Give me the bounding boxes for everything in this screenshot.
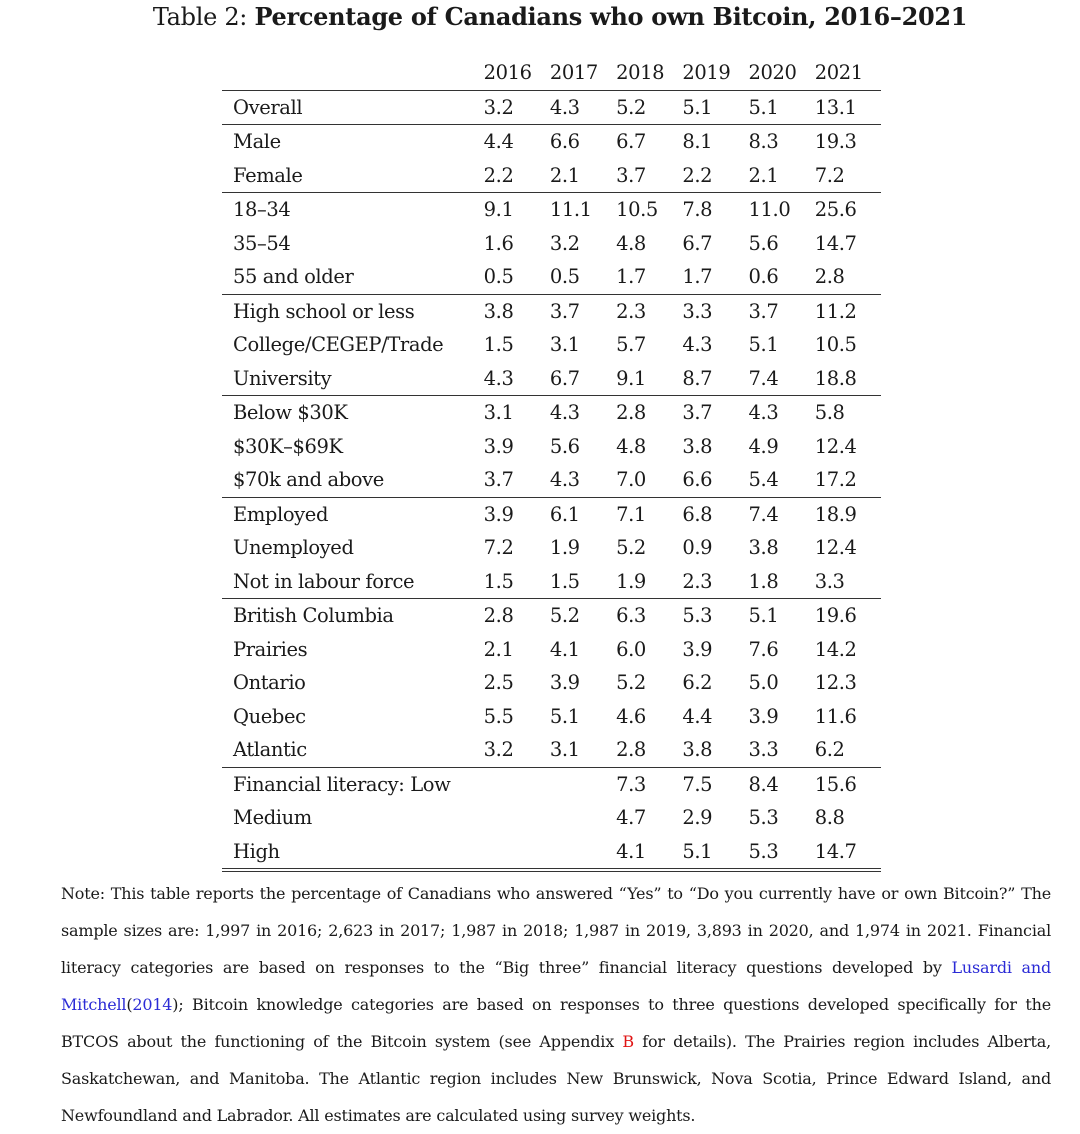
row-label: University	[233, 366, 332, 390]
row-label: High school or less	[233, 299, 415, 323]
value-cell-2021: 12.4	[814, 536, 857, 559]
value-cell-2021: 14.7	[814, 839, 857, 863]
row-label: High	[233, 839, 280, 863]
table-row	[222, 159, 881, 193]
value-cell-2018: 6.7	[616, 130, 646, 153]
year-header-2017: 2017	[549, 61, 598, 84]
value-cell-2020: 7.4	[748, 502, 779, 526]
value-cell-2017: 4.1	[549, 637, 580, 661]
value-cell-2021: 8.8	[814, 806, 845, 829]
value-cell-2020: 5.1	[748, 333, 779, 356]
table-row	[222, 700, 881, 734]
value-cell-2017: 11.1	[549, 198, 592, 221]
value-cell-2016: 1.5	[483, 569, 514, 593]
value-cell-2019: 6.8	[682, 502, 713, 526]
value-cell-2020: 0.6	[748, 265, 779, 288]
value-cell-2021: 12.4	[814, 434, 857, 458]
value-cell-2016: 5.5	[483, 704, 514, 728]
value-cell-2018: 10.5	[616, 198, 658, 221]
year-header-2018: 2018	[616, 61, 665, 84]
value-cell-2018: 9.1	[616, 366, 646, 390]
value-cell-2019: 6.2	[682, 671, 713, 694]
value-cell-2018: 4.7	[616, 806, 646, 829]
value-cell-2019: 3.3	[682, 299, 713, 323]
value-cell-2018: 3.7	[616, 163, 646, 187]
value-cell-2020: 5.1	[748, 604, 779, 627]
value-cell-2021: 18.8	[814, 366, 857, 390]
value-cell-2019: 4.4	[682, 704, 713, 728]
value-cell-2017: 4.3	[549, 401, 580, 424]
appendix-link[interactable]: B	[622, 1032, 634, 1051]
value-cell-2017: 3.2	[549, 231, 580, 255]
table-row	[222, 835, 881, 871]
row-label: Employed	[233, 502, 329, 526]
row-label: Prairies	[233, 637, 308, 661]
caption-prefix: Table 2:	[152, 3, 248, 31]
value-cell-2019: 3.9	[682, 637, 713, 661]
value-cell-2020: 7.6	[748, 637, 779, 661]
value-cell-2018: 5.2	[616, 95, 646, 119]
value-cell-2017: 3.1	[549, 333, 580, 356]
value-cell-2016: 1.6	[483, 231, 514, 255]
value-cell-2017	[550, 801, 616, 835]
value-cell-2021: 7.2	[814, 163, 845, 187]
value-cell-2016: 2.8	[483, 604, 514, 627]
value-cell-2021: 11.2	[814, 299, 857, 323]
value-cell-2017: 0.5	[549, 265, 580, 288]
value-cell-2018: 6.3	[616, 604, 646, 627]
row-label: 35–54	[233, 231, 291, 255]
value-cell-2021: 6.2	[814, 738, 845, 761]
value-cell-2016: 2.5	[483, 671, 514, 694]
value-cell-2019: 3.8	[682, 738, 713, 761]
value-cell-2017: 5.2	[549, 604, 580, 627]
value-cell-2021: 19.3	[814, 130, 857, 153]
value-cell-2018: 4.8	[616, 434, 646, 458]
value-cell-2018: 2.8	[616, 401, 646, 424]
value-cell-2017: 6.1	[549, 502, 580, 526]
value-cell-2020: 3.9	[748, 704, 779, 728]
table-row	[222, 260, 881, 294]
table-row	[222, 801, 881, 835]
value-cell-2018: 4.6	[616, 704, 646, 728]
header-row	[222, 56, 881, 90]
caption-title: Percentage of Canadians who own Bitcoin, 2016–2021	[254, 2, 968, 31]
value-cell-2018: 1.7	[616, 265, 646, 288]
row-label: Below $30K	[233, 401, 348, 424]
table-row	[222, 430, 881, 464]
value-cell-2017: 2.1	[549, 163, 580, 187]
table-row	[222, 227, 881, 261]
value-cell-2019: 2.3	[682, 569, 713, 593]
table-row	[222, 599, 881, 633]
value-cell-2019: 5.3	[682, 604, 713, 627]
row-label: Financial literacy: Low	[233, 772, 451, 796]
value-cell-2016: 3.7	[483, 468, 514, 491]
value-cell-2017: 1.5	[549, 569, 580, 593]
citation-year-link[interactable]: 2014	[132, 995, 173, 1014]
value-cell-2016	[484, 801, 550, 835]
value-cell-2018: 5.2	[616, 536, 646, 559]
value-cell-2020: 5.3	[748, 839, 779, 863]
table-row	[222, 125, 881, 159]
value-cell-2021: 17.2	[814, 468, 857, 491]
value-cell-2020: 8.3	[748, 130, 779, 153]
value-cell-2019: 7.8	[682, 198, 713, 221]
value-cell-2021: 18.9	[814, 502, 857, 526]
value-cell-2018: 2.3	[616, 299, 646, 323]
value-cell-2016: 0.5	[483, 265, 514, 288]
bitcoin-ownership-table	[222, 56, 881, 872]
value-cell-2016	[484, 835, 550, 871]
value-cell-2019: 8.7	[682, 366, 713, 390]
value-cell-2020: 4.3	[748, 401, 779, 424]
value-cell-2019: 8.1	[682, 130, 713, 153]
value-cell-2016: 2.1	[483, 637, 514, 661]
value-cell-2019: 7.5	[682, 772, 713, 796]
value-cell-2021: 3.3	[814, 569, 845, 593]
value-cell-2020: 2.1	[748, 163, 779, 187]
value-cell-2020: 11.0	[748, 198, 791, 221]
table-caption	[0, 2, 1080, 32]
header-empty-cell	[222, 56, 484, 90]
value-cell-2020: 5.1	[748, 95, 779, 119]
row-label: British Columbia	[233, 604, 394, 627]
row-label: Female	[233, 163, 303, 187]
value-cell-2017: 4.3	[549, 468, 580, 491]
table-row	[222, 733, 881, 767]
table-row	[222, 497, 881, 531]
value-cell-2019: 1.7	[682, 265, 713, 288]
value-cell-2019: 4.3	[682, 333, 713, 356]
value-cell-2019: 6.7	[682, 231, 713, 255]
value-cell-2018: 5.2	[616, 671, 646, 694]
value-cell-2016: 3.9	[483, 502, 514, 526]
value-cell-2016: 3.8	[483, 299, 514, 323]
value-cell-2016: 1.5	[483, 333, 514, 356]
value-cell-2017: 1.9	[549, 536, 580, 559]
value-cell-2017: 6.7	[549, 366, 580, 390]
value-cell-2016: 3.9	[483, 434, 514, 458]
value-cell-2017: 5.6	[549, 434, 580, 458]
table-row	[222, 633, 881, 667]
value-cell-2017: 3.1	[549, 738, 580, 761]
note-text-2: ); Bitcoin knowledge categories are based on responses to three questions developed specifically for the BTCOS about the functioning of the Bitcoin system (see Appendix	[61, 995, 1051, 1051]
value-cell-2021: 13.1	[814, 95, 857, 119]
value-cell-2019: 3.8	[682, 434, 713, 458]
value-cell-2018: 7.0	[616, 468, 646, 491]
row-label: 18–34	[233, 198, 291, 221]
table-row	[222, 767, 881, 801]
value-cell-2016: 4.3	[483, 366, 514, 390]
value-cell-2017: 3.7	[549, 299, 580, 323]
value-cell-2020: 5.0	[748, 671, 779, 694]
value-cell-2016: 2.2	[483, 163, 514, 187]
table-row	[222, 396, 881, 430]
value-cell-2020: 4.9	[748, 434, 779, 458]
value-cell-2016: 3.2	[483, 95, 514, 119]
value-cell-2019: 0.9	[682, 536, 713, 559]
value-cell-2021: 12.3	[814, 671, 857, 694]
value-cell-2019: 3.7	[682, 401, 713, 424]
value-cell-2018: 7.3	[616, 772, 646, 796]
value-cell-2021: 11.6	[814, 704, 857, 728]
value-cell-2021: 14.2	[814, 637, 857, 661]
table-row	[222, 666, 881, 700]
value-cell-2020: 3.3	[748, 738, 779, 761]
value-cell-2017: 6.6	[549, 130, 580, 153]
value-cell-2021: 14.7	[814, 231, 857, 255]
note-text-3: for details). The Prairies region includes Alberta, Saskatchewan, and Manitoba. The Atlantic region includes New Brunswick, Nova Scotia, Prince Edward Island, and Newfoundland and Labrador. All estimates are calculated using survey weights.	[61, 1032, 1052, 1125]
value-cell-2021: 19.6	[814, 604, 857, 627]
value-cell-2020: 5.6	[748, 231, 779, 255]
value-cell-2021: 15.6	[814, 772, 857, 796]
value-cell-2016: 9.1	[483, 198, 514, 221]
value-cell-2019: 5.1	[682, 839, 713, 863]
table-row	[222, 463, 881, 497]
table-row	[222, 531, 881, 565]
value-cell-2019: 2.9	[682, 806, 713, 829]
table-body	[222, 90, 881, 870]
value-cell-2018: 5.7	[616, 333, 646, 356]
year-header-2016: 2016	[483, 61, 532, 84]
value-cell-2018: 7.1	[616, 502, 646, 526]
row-label: $30K–$69K	[233, 434, 343, 458]
value-cell-2021: 2.8	[814, 265, 845, 288]
value-cell-2018: 6.0	[616, 637, 646, 661]
value-cell-2020: 1.8	[748, 569, 779, 593]
note-paren-open: (	[126, 995, 133, 1014]
year-header-2021: 2021	[814, 61, 863, 84]
note-text-1: Note: This table reports the percentage of Canadians who answered “Yes” to “Do you currently have or own Bitcoin?” The sample sizes are: 1,997 in 2016; 2,623 in 2017; 1,987 in 2018; 1,987 in 2019, 3,893 in 2020, and 1,974 in 2021. Financial literacy categories are based on responses to the “Big three” financial literacy questions developed by	[61, 884, 1051, 977]
table-row	[222, 328, 881, 362]
row-label: Unemployed	[233, 536, 354, 559]
value-cell-2018: 4.1	[616, 839, 646, 863]
value-cell-2017	[550, 767, 616, 801]
value-cell-2020: 5.3	[748, 806, 779, 829]
row-label: Not in labour force	[233, 569, 415, 593]
row-label: $70k and above	[233, 468, 384, 491]
table-row	[222, 294, 881, 328]
row-label: Medium	[233, 806, 312, 829]
value-cell-2019: 2.2	[682, 163, 713, 187]
row-label: Male	[233, 130, 281, 153]
table-row	[222, 90, 881, 125]
table-note	[61, 875, 1051, 1134]
value-cell-2017	[550, 835, 616, 871]
row-label: Quebec	[233, 704, 306, 728]
value-cell-2021: 25.6	[814, 198, 857, 221]
value-cell-2020: 3.7	[748, 299, 779, 323]
value-cell-2018: 1.9	[616, 569, 646, 593]
year-header-2019: 2019	[682, 61, 731, 84]
value-cell-2017: 4.3	[549, 95, 580, 119]
year-header-2020: 2020	[748, 61, 797, 84]
value-cell-2020: 5.4	[748, 468, 779, 491]
value-cell-2020: 7.4	[748, 366, 779, 390]
citation-authors-link[interactable]: Lusardi and Mitchell	[61, 958, 1051, 1014]
value-cell-2019: 5.1	[682, 95, 713, 119]
value-cell-2016	[484, 767, 550, 801]
value-cell-2020: 3.8	[748, 536, 779, 559]
row-label: Ontario	[233, 671, 306, 694]
value-cell-2020: 8.4	[748, 772, 779, 796]
value-cell-2021: 5.8	[814, 401, 845, 424]
value-cell-2016: 4.4	[483, 130, 514, 153]
row-label: Overall	[233, 95, 303, 119]
value-cell-2021: 10.5	[814, 333, 857, 356]
value-cell-2016: 7.2	[483, 536, 514, 559]
row-label: 55 and older	[233, 265, 354, 288]
table-row	[222, 362, 881, 396]
row-label: College/CEGEP/Trade	[233, 333, 444, 356]
value-cell-2018: 2.8	[616, 738, 646, 761]
table-row	[222, 565, 881, 599]
value-cell-2018: 4.8	[616, 231, 646, 255]
table-row	[222, 193, 881, 227]
value-cell-2016: 3.2	[483, 738, 514, 761]
row-label: Atlantic	[233, 738, 307, 761]
value-cell-2019: 6.6	[682, 468, 713, 491]
value-cell-2017: 5.1	[549, 704, 580, 728]
value-cell-2017: 3.9	[549, 671, 580, 694]
value-cell-2016: 3.1	[483, 401, 514, 424]
